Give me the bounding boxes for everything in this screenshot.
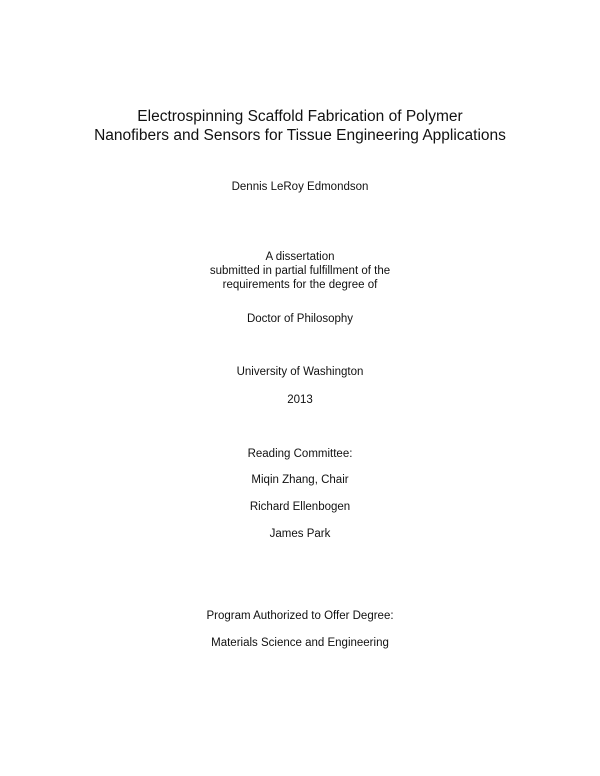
dissertation-line-1: A dissertation: [265, 251, 335, 263]
title-line-2: Nanofibers and Sensors for Tissue Engineering Applications: [94, 127, 506, 144]
committee-member: Richard Ellenbogen: [249, 501, 351, 513]
committee-member: James Park: [269, 528, 331, 540]
university-name: University of Washington: [236, 366, 364, 378]
program-heading: Program Authorized to Offer Degree:: [206, 610, 394, 622]
program-name: Materials Science and Engineering: [211, 637, 389, 649]
committee-heading: Reading Committee:: [247, 448, 353, 460]
degree-name: Doctor of Philosophy: [246, 313, 354, 325]
dissertation-line-3: requirements for the degree of: [222, 279, 378, 291]
year: 2013: [287, 394, 313, 406]
dissertation-line-2: submitted in partial fulfillment of the: [209, 265, 391, 277]
committee-member: Miqin Zhang, Chair: [251, 474, 349, 486]
title-line-1: Electrospinning Scaffold Fabrication of Polymer: [137, 108, 463, 125]
author-name: Dennis LeRoy Edmondson: [231, 181, 369, 193]
